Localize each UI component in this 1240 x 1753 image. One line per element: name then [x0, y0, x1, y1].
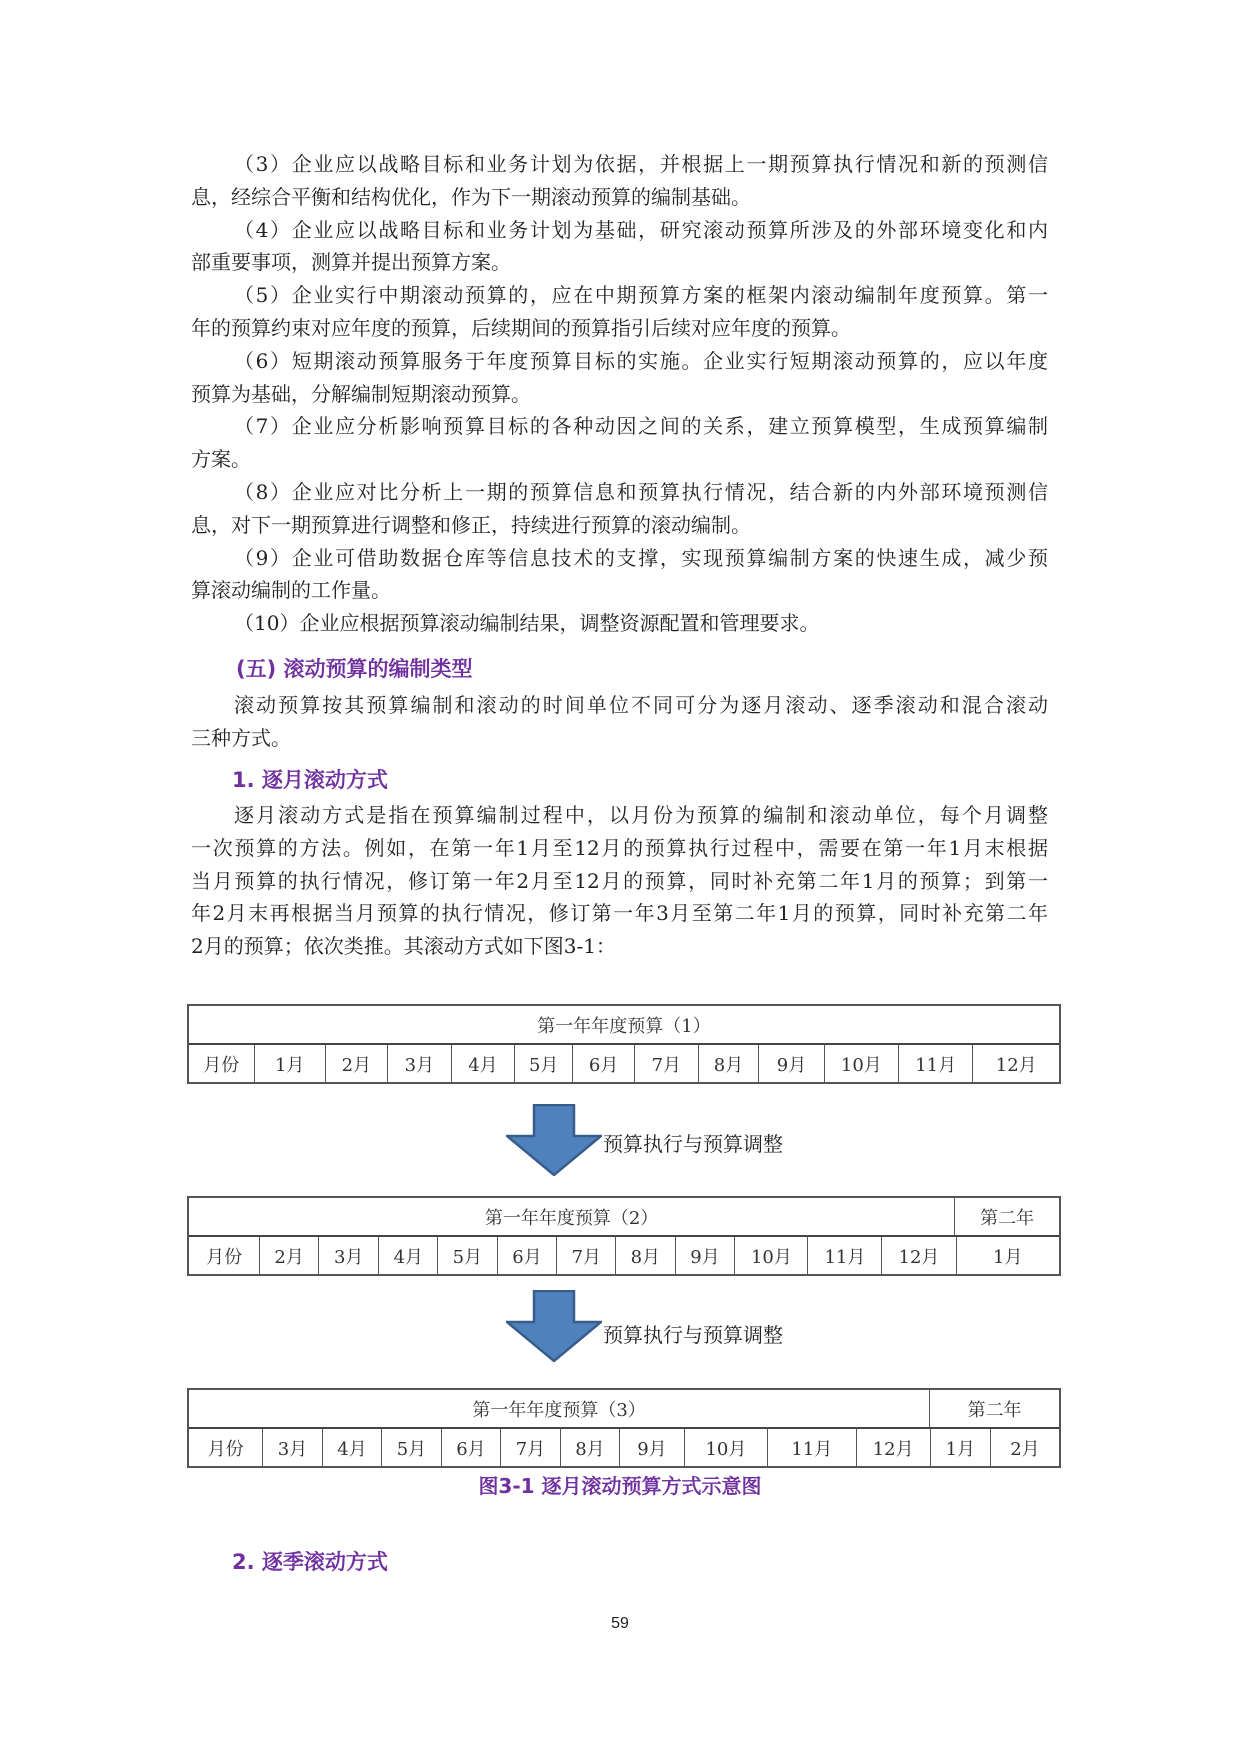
year-budget-header: 第一年年度预算（1） — [537, 1015, 711, 1037]
month-cell: 8月 — [698, 1045, 758, 1082]
month-cell: 11月 — [807, 1237, 881, 1274]
paragraph-line: 部重要事项，测算并提出预算方案。 — [191, 250, 511, 275]
year-budget-header: 第一年年度预算（3） — [472, 1399, 646, 1421]
paragraph-line: 预算为基础，分解编制短期滚动预算。 — [191, 381, 531, 406]
month-cell: 8月 — [615, 1237, 674, 1274]
second-year-header: 第二年 — [929, 1390, 1059, 1427]
subheading-quarterly: 2. 逐季滚动方式 — [232, 1550, 388, 1574]
paragraph-line: 2月的预算；依次类推。其滚动方式如下图3-1： — [191, 934, 616, 959]
paragraph-line: （9）企业可借助数据仓库等信息技术的支撑，实现预算编制方案的快速生成，减少预 — [234, 545, 1048, 570]
paragraphs-block-1 — [191, 148, 1048, 640]
paragraph-line: 方案。 — [191, 447, 251, 472]
paragraph-line: （3）企业应以战略目标和业务计划为依据，并根据上一期预算执行情况和新的预测信 — [234, 152, 1048, 176]
table-month-row — [189, 1043, 1059, 1082]
paragraph-line: （8）企业应对比分析上一期的预算信息和预算执行情况，结合新的内外部环境预测信 — [234, 479, 1048, 504]
month-cell: 12月 — [881, 1237, 955, 1274]
month-cell: 5月 — [381, 1429, 440, 1466]
month-cell: 2月 — [990, 1429, 1059, 1466]
month-cell: 9月 — [758, 1045, 824, 1082]
paragraph-line: （5）企业实行中期滚动预算的，应在中期预算方案的框架内滚动编制年度预算。第一 — [234, 283, 1048, 308]
table-month-row — [189, 1427, 1059, 1466]
month-cell: 9月 — [675, 1237, 735, 1274]
paragraph-line: 算滚动编制的工作量。 — [191, 578, 391, 603]
table-header-row — [189, 1198, 1059, 1235]
month-cell: 1月 — [254, 1045, 325, 1082]
month-label-cell: 月份 — [206, 1246, 243, 1268]
month-cell: 1月 — [930, 1429, 990, 1466]
month-cell: 10月 — [824, 1045, 898, 1082]
budget-table-2 — [187, 1196, 1061, 1276]
paragraph-line: （10）企业应根据预算滚动编制结果，调整资源配置和管理要求。 — [234, 611, 820, 636]
arrow-label-2: 预算执行与预算调整 — [603, 1323, 783, 1347]
month-cell: 11月 — [767, 1429, 855, 1466]
month-cell: 3月 — [318, 1237, 378, 1274]
month-cell: 2月 — [325, 1045, 387, 1082]
month-cell: 4月 — [378, 1237, 437, 1274]
month-cell: 6月 — [572, 1045, 634, 1082]
month-cell: 9月 — [619, 1429, 684, 1466]
month-cell: 8月 — [560, 1429, 619, 1466]
month-cell: 5月 — [514, 1045, 572, 1082]
subheading-monthly: 1. 逐月滚动方式 — [232, 768, 388, 792]
month-cell: 6月 — [441, 1429, 500, 1466]
month-cell: 4月 — [322, 1429, 381, 1466]
month-cell: 7月 — [634, 1045, 698, 1082]
month-cell: 7月 — [556, 1237, 615, 1274]
page-number: 59 — [611, 1615, 629, 1632]
paragraph-line: 年的预算约束对应年度的预算，后续期间的预算指引后续对应年度的预算。 — [191, 315, 851, 340]
section-heading: (五) 滚动预算的编制类型 — [236, 657, 473, 681]
down-arrow-icon — [506, 1290, 602, 1362]
paragraphs-block-3 — [191, 799, 1048, 963]
paragraph-line: 一次预算的方法。例如，在第一年1月至12月的预算执行过程中，需要在第一年1月末根据 — [191, 835, 1048, 860]
table-header-row — [189, 1390, 1059, 1427]
arrow-label-1: 预算执行与预算调整 — [603, 1132, 783, 1156]
paragraph-line: 三种方式。 — [191, 725, 291, 750]
table-month-row — [189, 1235, 1059, 1274]
paragraphs-block-2 — [191, 689, 1048, 755]
month-cell: 10月 — [734, 1237, 807, 1274]
month-label-cell: 月份 — [203, 1054, 240, 1076]
paragraph-line: 滚动预算按其预算编制和滚动的时间单位不同可分为逐月滚动、逐季滚动和混合滚动 — [234, 693, 1048, 717]
month-label-cell: 月份 — [207, 1438, 244, 1460]
month-cell: 12月 — [856, 1429, 930, 1466]
month-cell: 11月 — [898, 1045, 973, 1082]
paragraph-line: 息，对下一期预算进行调整和修正，持续进行预算的滚动编制。 — [191, 512, 751, 537]
month-cell: 10月 — [684, 1429, 767, 1466]
month-cell: 2月 — [259, 1237, 318, 1274]
budget-table-3 — [187, 1388, 1061, 1468]
figure-caption: 图3-1 逐月滚动预算方式示意图 — [478, 1474, 762, 1498]
paragraph-line: （4）企业应以战略目标和业务计划为基础，研究滚动预算所涉及的外部环境变化和内 — [234, 217, 1048, 242]
paragraph-line: 息，经综合平衡和结构优化，作为下一期滚动预算的编制基础。 — [191, 184, 751, 209]
month-cell: 7月 — [500, 1429, 559, 1466]
paragraph-line: （6）短期滚动预算服务于年度预算目标的实施。企业实行短期滚动预算的，应以年度 — [234, 348, 1048, 373]
month-cell: 12月 — [972, 1045, 1059, 1082]
paragraph-line: 年2月末再根据当月预算的执行情况，修订第一年3月至第二年1月的预算，同时补充第二年 — [191, 901, 1048, 926]
paragraph-line: 当月预算的执行情况，修订第一年2月至12月的预算，同时补充第二年1月的预算；到第一 — [191, 868, 1048, 893]
table-header-row — [189, 1006, 1059, 1043]
month-cell: 5月 — [437, 1237, 496, 1274]
budget-table-1 — [187, 1004, 1061, 1084]
paragraph-line: 逐月滚动方式是指在预算编制过程中，以月份为预算的编制和滚动单位，每个月调整 — [234, 803, 1048, 827]
month-cell: 3月 — [387, 1045, 451, 1082]
second-year-header: 第二年 — [954, 1198, 1059, 1235]
month-cell: 6月 — [497, 1237, 557, 1274]
month-cell: 1月 — [956, 1237, 1060, 1274]
month-cell: 4月 — [451, 1045, 514, 1082]
paragraph-line: （7）企业应分析影响预算目标的各种动因之间的关系，建立预算模型，生成预算编制 — [234, 414, 1048, 439]
year-budget-header: 第一年年度预算（2） — [484, 1207, 659, 1229]
down-arrow-icon — [506, 1104, 602, 1176]
month-cell: 3月 — [262, 1429, 321, 1466]
